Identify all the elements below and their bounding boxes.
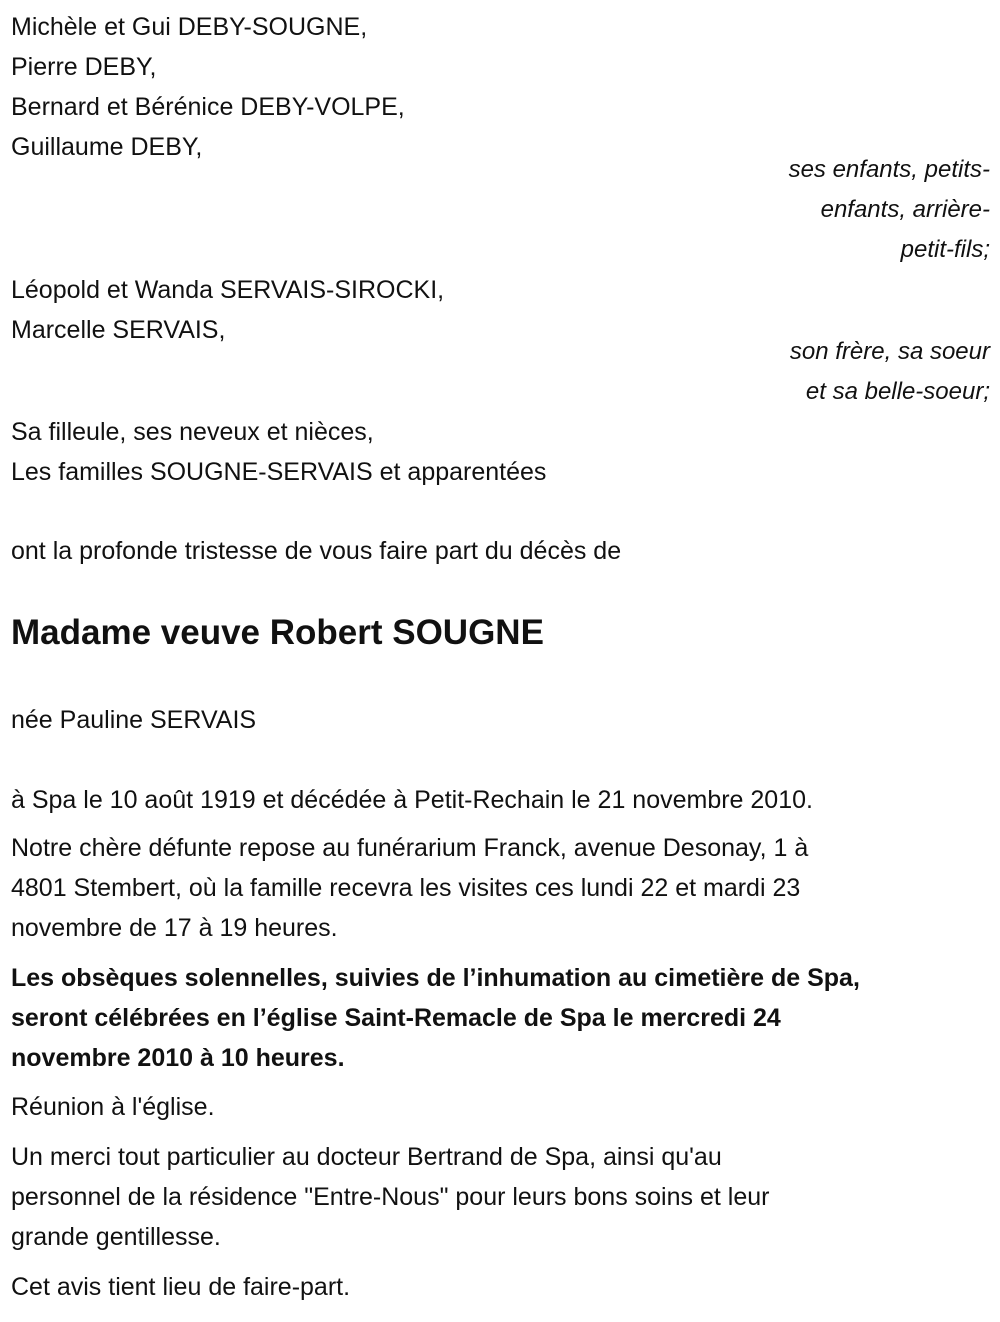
text-line: Un merci tout particulier au docteur Bertrand de Spa, ainsi qu'au: [11, 1143, 722, 1171]
meeting-text: Réunion à l'église.: [11, 1093, 215, 1121]
role-line: et sa belle-soeur;: [805, 378, 990, 405]
role-line: enfants, arrière-: [820, 196, 990, 223]
family-line: Michèle et Gui DEBY-SOUGNE,: [11, 13, 368, 41]
others-list: [11, 412, 990, 492]
text-line: Les obsèques solennelles, suivies de l’inhumation au cimetière de Spa,: [11, 964, 860, 992]
family-line: Sa filleule, ses neveux et nièces,: [11, 418, 374, 446]
text-line: grande gentillesse.: [11, 1223, 221, 1251]
family-line: Léopold et Wanda SERVAIS-SIROCKI,: [11, 276, 445, 304]
funeral-paragraph: [11, 958, 990, 1078]
text-line: personnel de la résidence "Entre-Nous" pour leurs bons soins et leur: [11, 1183, 770, 1211]
thanks-paragraph: [11, 1137, 990, 1257]
maiden-name-text: née Pauline SERVAIS: [11, 706, 257, 734]
announcement: [11, 531, 990, 571]
family-line: Pierre DEBY,: [11, 53, 157, 81]
role-line: ses enfants, petits-: [788, 156, 990, 183]
birth-death-text: à Spa le 10 août 1919 et décédée à Petit-Rechain le 21 novembre 2010.: [11, 786, 813, 814]
family-line: Guillaume DEBY,: [11, 133, 203, 161]
maiden-name: [11, 700, 990, 740]
birth-death: [11, 780, 990, 820]
text-line: Notre chère défunte repose au funérarium Franck, avenue Desonay, 1 à: [11, 834, 809, 862]
family-line: Marcelle SERVAIS,: [11, 316, 226, 344]
text-line: 4801 Stembert, où la famille recevra les visites ces lundi 22 et mardi 23: [11, 874, 801, 902]
meeting: [11, 1087, 990, 1127]
visitation-paragraph: [11, 828, 990, 948]
children-role: [11, 150, 990, 270]
family-line: Les familles SOUGNE-SERVAIS et apparentées: [11, 458, 547, 486]
children-list: [11, 7, 990, 167]
text-line: novembre 2010 à 10 heures.: [11, 1044, 345, 1072]
role-line: son frère, sa soeur: [789, 338, 990, 365]
deceased-name: Madame veuve Robert SOUGNE: [11, 613, 544, 652]
closing-text: Cet avis tient lieu de faire-part.: [11, 1273, 351, 1301]
family-line: Bernard et Bérénice DEBY-VOLPE,: [11, 93, 405, 121]
text-line: seront célébrées en l’église Saint-Remacle de Spa le mercredi 24: [11, 1004, 781, 1032]
role-line: petit-fils;: [900, 236, 990, 263]
text-line: novembre de 17 à 19 heures.: [11, 914, 338, 942]
closing: [11, 1267, 990, 1307]
siblings-role: [11, 332, 990, 412]
announcement-text: ont la profonde tristesse de vous faire part du décès de: [11, 537, 622, 565]
